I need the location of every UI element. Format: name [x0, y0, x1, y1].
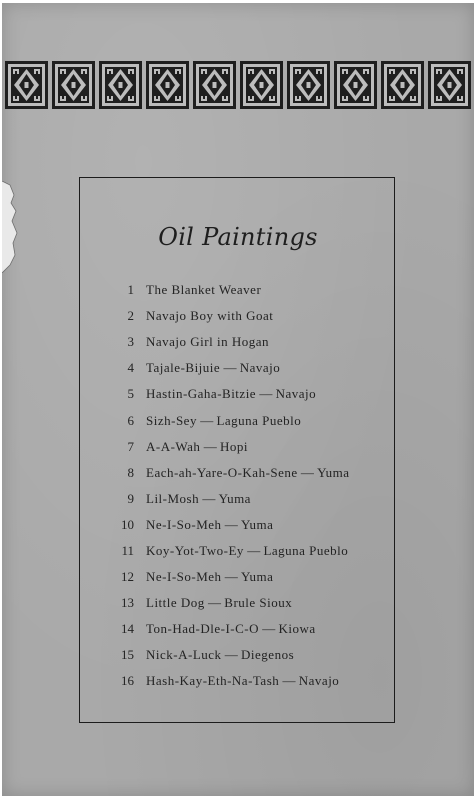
em-dash-separator: — — [204, 595, 225, 611]
painting-list-item — [112, 512, 402, 538]
painting-tribe: Yuma — [241, 569, 274, 585]
document-page — [2, 3, 474, 796]
painting-list-item — [112, 564, 402, 590]
painting-list-item — [112, 407, 402, 433]
painting-list-item — [112, 642, 402, 668]
painting-list-item — [112, 460, 402, 486]
painting-list-item — [112, 590, 402, 616]
painting-title: Ton-Had-Dle-I-C-O — [146, 621, 259, 637]
em-dash-separator: — — [297, 464, 318, 480]
geometric-motif-icon — [98, 59, 143, 111]
painting-number: 16 — [121, 673, 134, 689]
painting-title: Lil-Mosh — [146, 490, 200, 506]
painting-number: 3 — [127, 334, 134, 350]
em-dash-separator: — — [196, 412, 217, 428]
geometric-motif-icon — [192, 59, 237, 111]
geometric-motif-icon — [380, 59, 425, 111]
paintings-list — [112, 277, 402, 695]
painting-tribe: Diegenos — [241, 647, 295, 663]
painting-tribe: Navajo — [239, 360, 281, 376]
painting-tribe: Kiowa — [278, 621, 316, 637]
painting-tribe: Laguna Pueblo — [263, 542, 349, 558]
geometric-motif-icon — [333, 59, 378, 111]
painting-list-item — [112, 434, 402, 460]
painting-tribe: Brule Sioux — [224, 595, 293, 611]
painting-title: Nick-A-Luck — [146, 647, 222, 663]
painting-number: 2 — [127, 308, 134, 324]
em-dash-separator: — — [220, 360, 240, 376]
painting-title: The Blanket Weaver — [146, 282, 262, 298]
geometric-motif-icon — [4, 59, 49, 111]
painting-tribe: Yuma — [218, 490, 251, 506]
painting-number: 14 — [121, 621, 134, 637]
painting-title: Little Dog — [146, 595, 205, 611]
painting-title: Hash-Kay-Eth-Na-Tash — [146, 673, 280, 689]
painting-title: Hastin-Gaha-Bitzie — [146, 386, 257, 402]
painting-list-item — [112, 486, 402, 512]
painting-title: Navajo Girl in Hogan — [146, 334, 270, 350]
painting-title: Koy-Yot-Two-Ey — [146, 542, 244, 558]
painting-number: 9 — [127, 490, 134, 506]
painting-tribe: Navajo — [275, 386, 317, 402]
em-dash-separator: — — [256, 386, 276, 402]
painting-title: Tajale-Bijuie — [146, 360, 221, 376]
em-dash-separator: — — [221, 647, 242, 663]
painting-list-item — [112, 381, 402, 407]
page-title: Oil Paintings — [158, 223, 318, 251]
painting-number: 5 — [127, 386, 134, 402]
em-dash-separator: — — [200, 438, 220, 454]
painting-list-item — [112, 303, 402, 329]
em-dash-separator: — — [259, 621, 279, 637]
geometric-motif-icon — [239, 59, 284, 111]
painting-list-item — [112, 616, 402, 642]
painting-number: 13 — [121, 595, 134, 611]
painting-number: 4 — [127, 360, 134, 376]
painting-tribe: Hopi — [219, 438, 248, 454]
painting-title: Navajo Boy with Goat — [146, 308, 274, 324]
painting-list-item — [112, 277, 402, 303]
geometric-motif-icon — [286, 59, 331, 111]
painting-tribe: Navajo — [298, 673, 340, 689]
painting-tribe: Yuma — [241, 516, 274, 532]
painting-list-item — [112, 355, 402, 381]
em-dash-separator: — — [221, 569, 242, 585]
em-dash-separator: — — [243, 542, 264, 558]
painting-list-item — [112, 668, 402, 694]
painting-title: Ne-I-So-Meh — [146, 569, 222, 585]
geometric-motif-icon — [145, 59, 190, 111]
em-dash-separator: — — [221, 516, 242, 532]
geometric-motif-icon — [427, 59, 472, 111]
painting-list-item — [112, 329, 402, 355]
painting-number: 12 — [121, 569, 134, 585]
painting-number: 10 — [121, 516, 134, 532]
painting-number: 11 — [121, 542, 134, 558]
painting-number: 15 — [121, 647, 134, 663]
painting-number: 8 — [127, 464, 134, 480]
painting-title: Each-ah-Yare-O-Kah-Sene — [146, 464, 298, 480]
painting-title: Sizh-Sey — [146, 412, 197, 428]
painting-list-item — [112, 538, 402, 564]
painting-title: A-A-Wah — [146, 438, 201, 454]
em-dash-separator: — — [279, 673, 299, 689]
geometric-motif-icon — [51, 59, 96, 111]
painting-tribe: Yuma — [317, 464, 350, 480]
painting-number: 6 — [127, 412, 134, 428]
painting-number: 7 — [127, 438, 134, 454]
em-dash-separator: — — [199, 490, 219, 506]
decorative-border-strip — [2, 59, 474, 111]
painting-number: 1 — [127, 282, 134, 298]
painting-tribe: Laguna Pueblo — [216, 412, 302, 428]
painting-title: Ne-I-So-Meh — [146, 516, 222, 532]
